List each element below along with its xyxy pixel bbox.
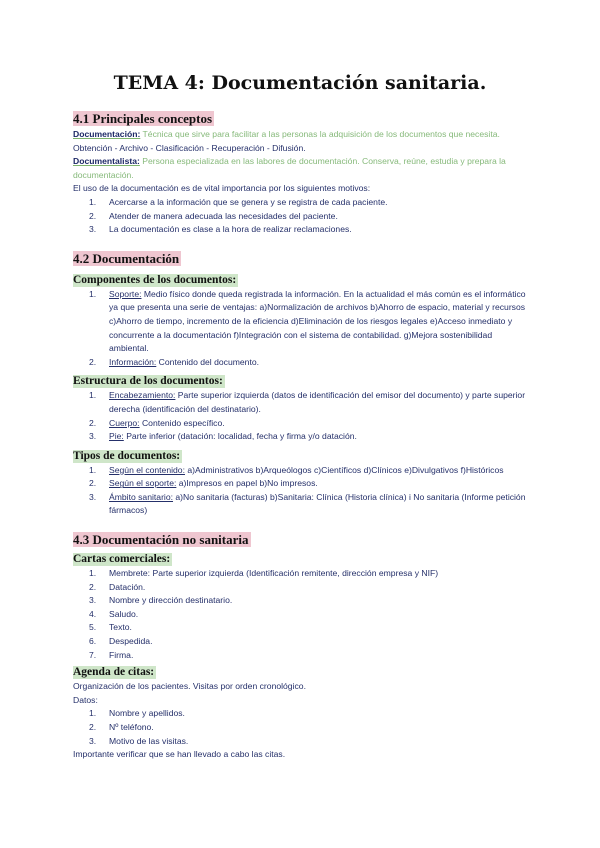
closing-note: Importante verificar que se han llevado a cabo las citas. [73, 749, 286, 760]
page-title: TEMA 4: Documentación sanitaria. [113, 72, 487, 94]
types-list [73, 464, 533, 518]
subheading: Cartas comerciales: [73, 553, 171, 566]
list-item: 3. Motivo de las visitas. [89, 735, 189, 746]
list-item: 1. Encabezamiento: Parte superior izquierda (datos de identificación del emisor del documento) y parte superior derecha (identificación del destinatario). [89, 390, 526, 414]
reasons-list [73, 196, 533, 237]
list-item: 5. Texto. [89, 622, 132, 633]
list-item: 6. Despedida. [89, 636, 153, 647]
subheading: Tipos de documentos: [73, 449, 181, 462]
section-4-2 [73, 250, 533, 518]
list-item: 2. Según el soporte: a)Impresos en papel b)No impresos. [89, 478, 318, 489]
subheading: Componentes de los documentos: [73, 273, 237, 286]
term-definition: Persona especializada en las labores de documentación. Conserva, reúne, estudia y prepara la documentación. [73, 156, 506, 180]
section-4-1 [73, 110, 533, 237]
definition-documentalista [73, 155, 533, 182]
list-item: 2. Atender de manera adecuada las necesidades del paciente. [89, 210, 338, 221]
datos-label: Datos: [73, 694, 98, 705]
list-item: 7. Firma. [89, 649, 134, 660]
term-label: Documentación: [73, 129, 141, 139]
definition-documentacion [73, 128, 533, 142]
section-heading: 4.2 Documentación [73, 250, 180, 266]
term-definition: Técnica que sirve para facilitar a las personas la adquisición de los documentos que necesita. [140, 129, 500, 139]
section-heading: 4.3 Documentación no sanitaria [73, 532, 249, 548]
components-list [73, 288, 533, 370]
subheading: Estructura de los documentos: [73, 375, 223, 388]
process-flow: Obtención - Archivo - Clasificación - Recuperación - Difusión. [73, 142, 306, 153]
subheading: Agenda de citas: [73, 666, 155, 679]
list-item: 2. Datación. [89, 581, 146, 592]
term-label: Documentalista: [73, 156, 140, 167]
list-item: 2. Información: Contenido del documento. [89, 356, 260, 367]
structure-list [73, 389, 533, 443]
section-4-3 [73, 531, 533, 762]
list-item: 3. Nombre y dirección destinatario. [89, 595, 233, 606]
list-item: 1. Membrete: Parte superior izquierda (Identificación remitente, dirección empresa y NIF) [89, 568, 439, 579]
document-content [73, 110, 533, 762]
data-list [73, 707, 533, 748]
list-item: 3. La documentación es clase a la hora de realizar reclamaciones. [89, 224, 352, 235]
list-item: 3. Pie: Parte inferior (datación: localidad, fecha y firma y/o datación. [89, 431, 357, 442]
list-item: 4. Saludo. [89, 608, 139, 619]
list-item: 2. Cuerpo: Contenido específico. [89, 417, 225, 428]
agenda-intro: Organización de los pacientes. Visitas por orden cronológico. [73, 681, 306, 692]
intro-text: El uso de la documentación es de vital importancia por los siguientes motivos: [73, 183, 371, 194]
list-item: 1. Acercarse a la información que se genera y se registra de cada paciente. [89, 196, 388, 207]
list-item: 1. Nombre y apellidos. [89, 708, 185, 719]
section-heading: 4.1 Principales conceptos [73, 111, 213, 126]
list-item: 3. Ámbito sanitario: a)No sanitaria (facturas) b)Sanitaria: Clínica (Historia clínica) i No sanitaria (Informe petición fármacos) [89, 491, 526, 516]
list-item: 2. Nº teléfono. [89, 722, 154, 732]
list-item: 1. Soporte: Medio físico donde queda registrada la información. En la actualidad el más común es el informático ya que presenta una serie de ventajas: a)Normalización de archivos b)Ahorro de espacio, material y recursos c)Ahorro de tiempo, incremento de la eficiencia d)Eliminación de los riesgos legales e)Acceso inmediato y concurrente a la documentación f)Integración con el sistema de contabilidad. g)Mejora sostenibilidad ambiental. [89, 288, 526, 354]
letters-list [73, 567, 533, 662]
list-item: 1. Según el contenido: a)Administrativos b)Arqueólogos c)Científicos d)Clínicos e)Divulgativos f)Históricos [89, 464, 504, 475]
